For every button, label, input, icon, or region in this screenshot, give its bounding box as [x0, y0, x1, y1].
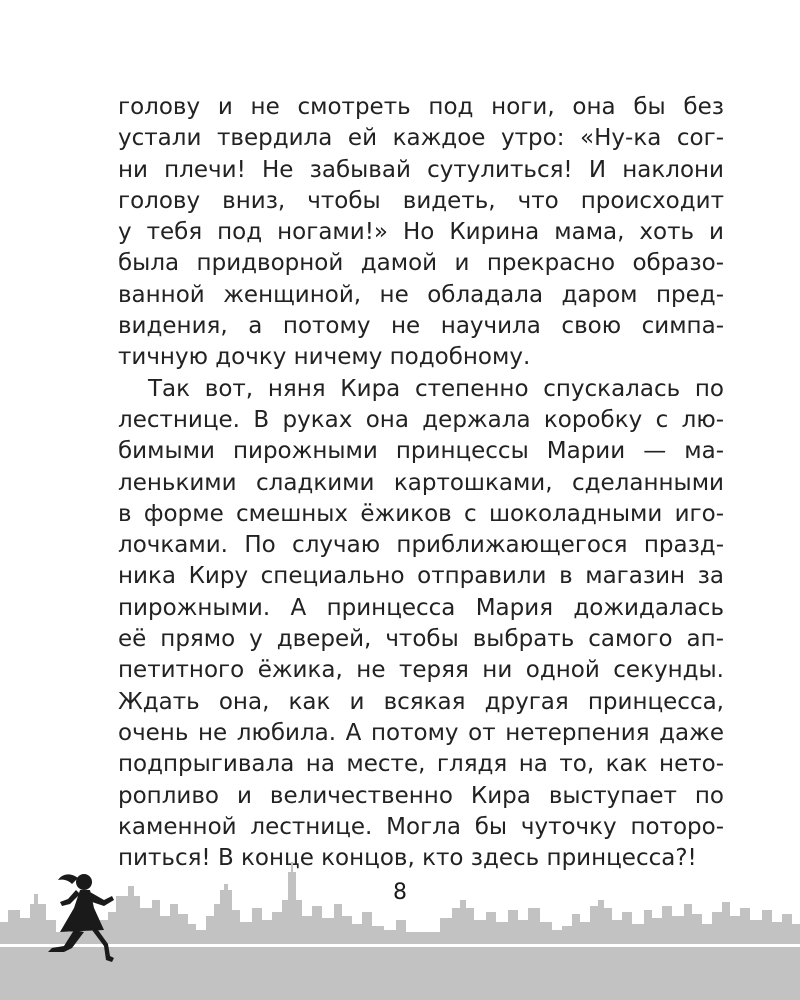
text-line: очень не любила. А потому от нетерпения даже [118, 719, 724, 746]
text-line: каменной лестнице. Могла бы чуточку потoро- [118, 813, 724, 840]
text-line: лочками. По случаю приближающегося празд- [118, 532, 724, 559]
text-line: лестнице. В руках она держала коробку с лю- [118, 406, 724, 433]
text-line: голову и не смотреть под ноги, она бы без [118, 94, 724, 120]
text-line: питься! В конце концов, кто здесь принцесса?! [118, 845, 697, 872]
text-line: бимыми пирожными принцессы Марии — ма- [118, 438, 724, 465]
text-line: устали твердила ей каждое утро: «Ну-ка сог- [118, 125, 724, 152]
text-line: ленькими сладкими картошками, сделанными [118, 469, 724, 496]
text-line: ника Киру специально отправили в магазин за [118, 563, 724, 590]
text-line: Так вот, няня Кира степенно спускалась по [148, 375, 724, 402]
text-line: тичную дочку ничему подобному. [118, 344, 531, 371]
text-line: у тебя под ногами!» Но Кирина мама, хоть и [118, 219, 724, 246]
ground-line [0, 944, 800, 947]
page-number: 8 [393, 880, 407, 905]
text-line: голову вниз, чтобы видеть, что происходит [118, 187, 724, 214]
text-line: петитного ёжика, не теряя ни одной секунды. [118, 657, 724, 684]
paragraph-1 [118, 92, 724, 374]
text-line: видения, а потому не научила свою симпа- [118, 313, 724, 340]
text-line: была придворной дамой и прекрасно образо- [118, 250, 724, 277]
text-line: пирожными. А принцесса Мария дожидалась [118, 594, 724, 621]
text-line: ванной женщиной, не обладала даром пред- [118, 281, 724, 308]
text-line: ни плечи! Не забывай сутулиться! И наклони [118, 156, 724, 183]
text-line: подпрыгивала на месте, глядя на то, как нето- [118, 751, 724, 778]
page-body-text [118, 92, 724, 874]
text-line: в форме смешных ёжиков с шоколадными иго- [118, 500, 724, 527]
text-line: Ждать она, как и всякая другая принцесса, [118, 688, 724, 715]
text-line: её прямо у дверей, чтобы выбрать самого ап- [118, 626, 724, 653]
paragraph-2 [118, 374, 724, 875]
text-line: ропливо и величественно Кира выступает по [118, 782, 724, 809]
